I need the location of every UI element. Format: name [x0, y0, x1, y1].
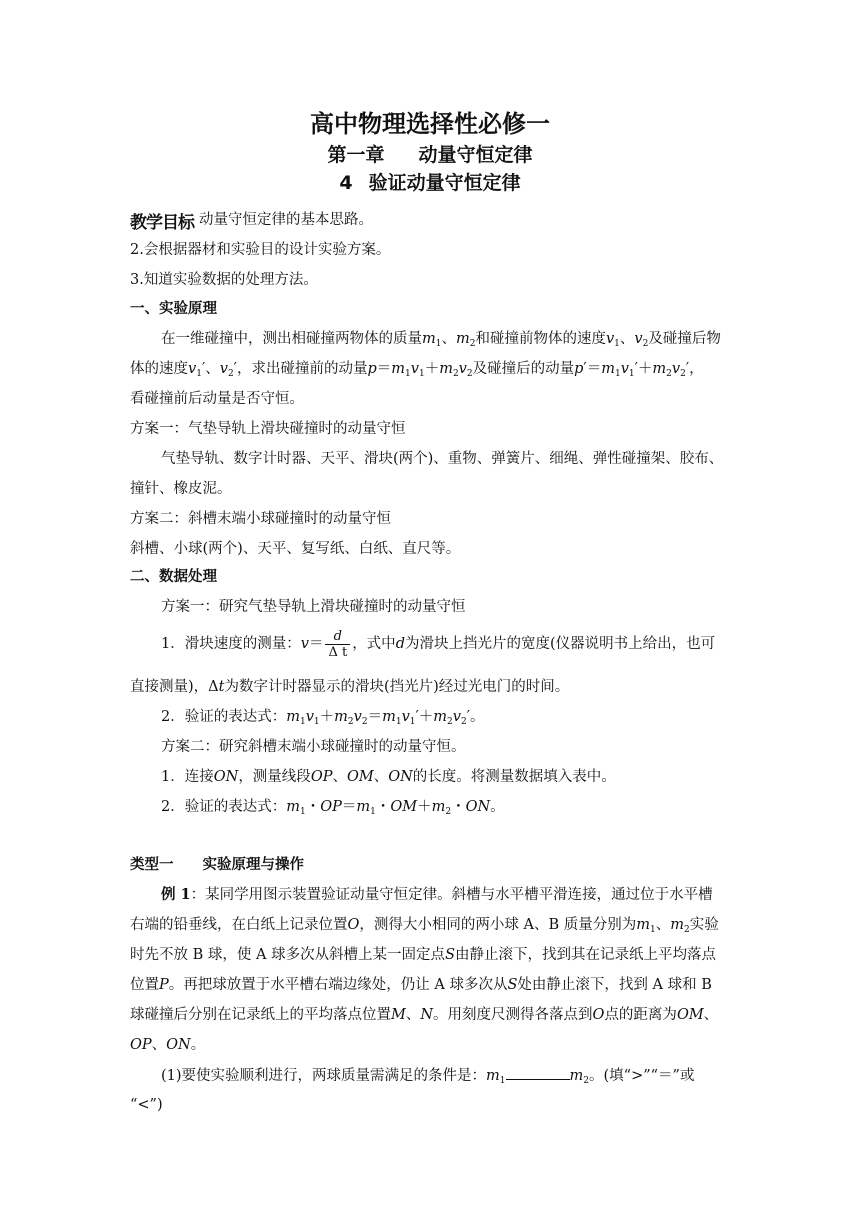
- dp-scheme-1-title: 方案一：研究气垫导轨上滑块碰撞时的动量守恒: [161, 599, 466, 615]
- example-1-line6: OP、ON。: [130, 1037, 206, 1053]
- example-1-line1: 例 1：某同学用图示装置验证动量守恒定律。斜槽与水平槽平滑连接，通过位于水平槽: [161, 886, 713, 903]
- velocity-fraction: $\frac{d}{\text{Δ t}}$: [325, 629, 350, 660]
- section-name: 验证动量守恒定律: [368, 172, 521, 194]
- question-1-line2: “<”): [130, 1097, 163, 1113]
- type-1-heading: 类型一 实验原理与操作: [130, 857, 304, 873]
- chapter-name: 动量守恒定律: [418, 144, 533, 166]
- section-number: 4: [339, 172, 353, 194]
- dp-step-2: 2．验证的表达式：$m_1v_1+m_2v_2=m_1v_1'+m_2v_2'$。: [161, 709, 485, 727]
- scheme-1-equipment-line2: 撞针、橡皮泥。: [130, 481, 232, 497]
- principle-para-line1: 在一维碰撞中，测出相碰撞两物体的质量$m_1$、$m_2$和碰撞前物体的速度$v_1$、$v_2$及碰撞后物: [161, 331, 721, 349]
- chapter-heading: [0, 140, 860, 167]
- goal-item-3: 3.知道实验数据的处理方法。: [130, 272, 318, 288]
- answer-blank[interactable]: [506, 1065, 570, 1080]
- dp-scheme-2-title: 方案二：研究斜槽末端小球碰撞时的动量守恒。: [161, 739, 466, 755]
- scheme-1-equipment-line1: 气垫导轨、数字计时器、天平、滑块(两个)、重物、弹簧片、细绳、弹性碰撞架、胶布、: [161, 451, 724, 467]
- example-1-line2: 右端的铅垂线，在白纸上记录位置O，测得大小相同的两小球 A、B 质量分别为$m_1$、$m_2$实验: [130, 917, 719, 935]
- scheme-2-title: 方案二：斜槽末端小球碰撞时的动量守恒: [130, 511, 391, 527]
- dp-step-1-line1: 1．滑块速度的测量：v＝ $\frac{d}{\text{Δ t}}$ ，式中d为滑块上挡光片的宽度(仪器说明书上给出，也可: [161, 628, 716, 660]
- goals-heading: 教学目标: [130, 213, 194, 233]
- example-1-line4: 位置P。再把球放置于水平槽右端边缘处，仍让 A 球多次从S处由静止滚下，找到 A 球和 B: [130, 977, 712, 993]
- example-1-line3: 时先不放 B 球，使 A 球多次从斜槽上某一固定点S由静止滚下，找到其在记录纸上平均落点: [130, 947, 716, 963]
- document-title: 高中物理选择性必修一: [310, 110, 550, 138]
- goal-item-2: 2.会根据器材和实验目的设计实验方案。: [130, 242, 391, 258]
- dp-scheme-2-step-1: 1．连接ON，测量线段OP、OM、ON的长度。将测量数据填入表中。: [161, 769, 616, 785]
- dp-step-1-line2: 直接测量)，Δt为数字计时器显示的滑块(挡光片)经过光电门的时间。: [130, 679, 570, 695]
- principle-heading: 一、实验原理: [130, 301, 217, 317]
- chapter-number: 第一章: [327, 144, 385, 166]
- data-processing-heading: 二、数据处理: [130, 569, 217, 585]
- principle-para-line2: 体的速度$v_1'$、$v_2'$，求出碰撞前的动量$p=m_1v_1+m_2v_2$及碰撞后的动量$p'=m_1v_1'+m_2v_2'$，: [130, 361, 704, 379]
- scheme-2-equipment: 斜槽、小球(两个)、天平、复写纸、白纸、直尺等。: [130, 541, 461, 557]
- principle-para-line3: 看碰撞前后动量是否守恒。: [130, 391, 304, 407]
- section-heading: [0, 168, 860, 195]
- example-1-line5: 球碰撞后分别在记录纸上的平均落点位置M、N。用刻度尺测得各落点到O点的距离为OM、: [130, 1007, 719, 1023]
- question-1-line1: (1)要使实验顺利进行，两球质量需满足的条件是：$m_1$ $m_2$。(填“>”“＝”或: [161, 1065, 694, 1091]
- goal-item-1-rest: 动量守恒定律的基本思路。: [199, 212, 373, 228]
- scheme-1-title: 方案一：气垫导轨上滑块碰撞时的动量守恒: [130, 421, 406, 437]
- dp-scheme-2-step-2: 2．验证的表达式：$m_1$・$OP=m_1$・$OM+m_2$・ON。: [161, 799, 505, 817]
